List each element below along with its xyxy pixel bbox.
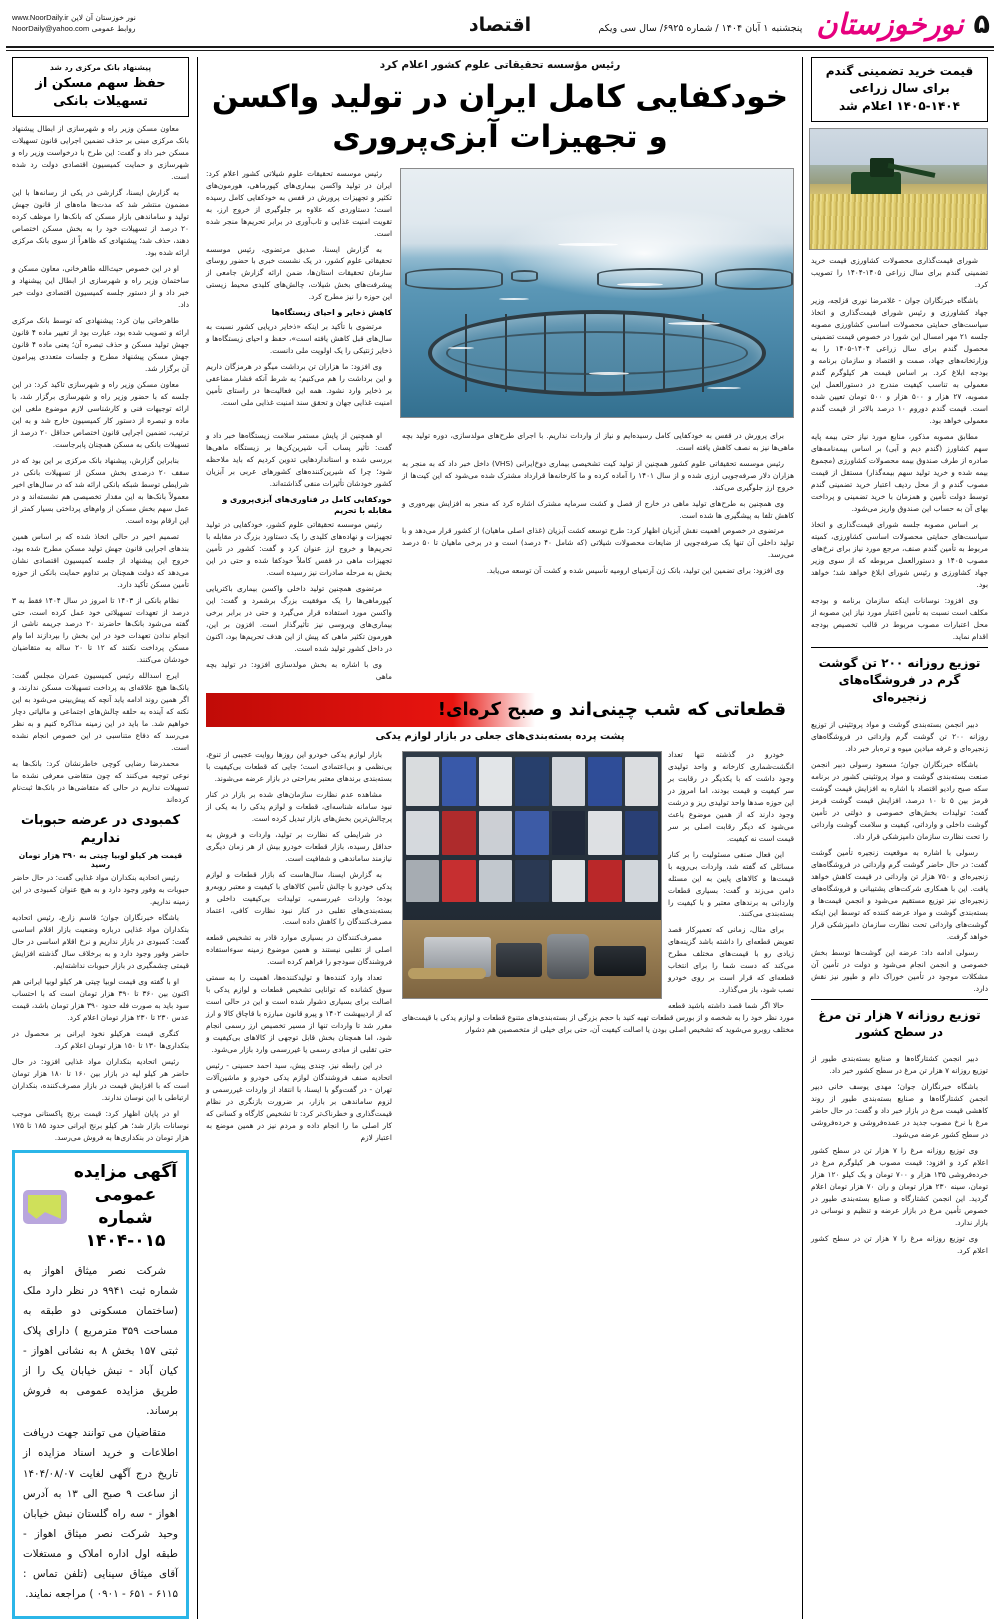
left-a1-p1: معاون مسکن وزیر راه و شهرسازی از ابطال پیشنهاد بانک مرکزی مبنی بر حذف تضمین اجرایی قانون تسهیلات مسکن خبر داد و گفت: این طرح با درخواست وزیر راه و شهرسازی و حمایت کمیسیون اقتصادی دولت رد شده است. [12, 124, 189, 182]
right-article2-p3: رسولی با اشاره به موقعیت زنجیره تأمین گوشت گفت: در حال حاضر گوشت گرم وارداتی در فروشگاه‌های زنجیره‌ای و ۷۵۰ هزار تن وارداتی در قیمت کاهش خواهد یافت. این با همکاری شرکت‌های پشتیبانی و فروشگاه‌های زنجیره‌ای نیز توزیع مستقیم می‌شود و انجمن قیمت‌ها و بسته‌بندی گوشت و مواد عرضه کننده که توسط این اینکه گوشت‌های وارداتی تحت نظارت سازمان دامپزشکی قرار خواهد گرفت. [811, 847, 988, 941]
left-a2-p6: او در پایان اظهار کرد: قیمت برنج پاکستانی موجب نوسانات بازار شد؛ هر کیلو برنج ایرانی حدود ۱۸۵ تا ۱۷۵ هزار تومان در بنکداری‌ها به فروش می‌رسد. [12, 1109, 189, 1143]
right-article2-p4: رسولی ادامه داد: عرضه این گوشت‌ها توسط بخش خصوصی و انجمن انجام می‌شود و دولت در تأمین آن مشکلات موجود در تأمین خوراک دام و طیور نیز نقش دارد. [811, 947, 988, 993]
company-logo-icon [23, 1190, 67, 1224]
second-p-l2: در این رابطه نیز، چندی پیش، سید احمد حسینی - رئیس اتحادیه صنف فروشندگان لوازم یدکی خودرو و ماشین‌آلات تهران - در گفت‌وگو با ایسنا، با انتقاد از واردات غیررسمی و لزوم ساماندهی بر بازار، بر ضرورت بازنگری در نظام قیمت‌گذاری و خطرناک‌تر کرد: تا تشخیص کارگاه و کسانی که کار اصلی ما را انجام داده و مردم نیز در همین موضع به اعتبار لازم [206, 1061, 392, 1143]
left-a1-p7: تصمیم اخیر در حالی اتخاذ شده که بر اساس همین بندهای اجرایی قانون جهش تولید مسکن مطرح شده بود، خروج این پیشنهاد از جلسه کمیسیون اقتصادی نشان می‌دهد که دولت همچنان بر تداوم حمایت بانکی از حوزه تأمین مسکن تأکید دارد. [12, 531, 189, 589]
right-article2-headline-box [811, 647, 988, 713]
pr-label: روابط عمومی [91, 24, 136, 33]
right-article2-p1: دبیر انجمن بسته‌بندی گوشت و مواد پروتئینی از توزیع روزانه ۲۰۰ تن گوشت گرم وارداتی در فروشگاه‌های زنجیره‌ای و غرفه میادین میوه و تره‌بار خبر داد. [811, 719, 988, 753]
left-a2-p2: باشگاه خبرنگاران جوان؛ قاسم زارع، رئیس اتحادیه بنکداران مواد غذایی درباره وضعیت بازار اقلام اساسی گفت: کمبودی در بازار نداریم و نرخ اقلام اساسی در حال حاضر وفور وجود دارد و به برخلاف سال گذشته افزایش قیمتی چشمگیری در بازار حبوبات نداشته‌ایم. [12, 913, 189, 971]
second-p-r1: بازار لوازم یدکی خودرو این روزها روایت عجیبی از تنوع، بی‌نظمی و بی‌اعتمادی است؛ جایی که قطعات بی‌کیفیت با بسته‌بندی برندهای معتبر به‌راحتی در بازار عرضه می‌شوند. [206, 749, 392, 783]
left-article2-headline: کمبودی در عرضه حبوبات نداریم [20, 813, 181, 846]
aquaculture-photo [400, 168, 794, 418]
main-col-right-cont [206, 430, 392, 687]
second-p-r3: در شرایطی که نظارت بر تولید، واردات و فروش به حداقل رسیده، بازار قطعات خودرو بیش از هر زمان دیگری نیازمند ساماندهی و شفافیت است. [206, 829, 392, 863]
right-article2-headline: توزیع روزانه ۲۰۰ تن گوشت گرم در فروشگاه‌های زنجیره‌ای [818, 655, 981, 705]
main-headline-line1: خودکفایی کامل ایران در تولید واکسن [211, 79, 789, 115]
main-p-r4: وی افزود: ما هزاران تن برداشت میگو در هرمزگان داریم و این برداشت را هم می‌کنیم؛ به شرط آنکه فشار مضاعفی بر ذخایر وارد نشود. همه این فعالیت‌ها در راستای تأمین امنیت غذایی جهان و تحقق سند امنیت غذایی ملی است. [206, 362, 392, 408]
issue-info: پنجشنبه ۱ آبان ۱۴۰۴ / شماره ۶۹۲۵/ سال سی ویکم [598, 22, 803, 34]
right-article1-p3: مطابق مصوبه مذکور، منابع مورد نیاز حتی بیمه پایه سهم کشاورز (گندم دیم و آبی) بر اساس بیمه‌نامه‌های صادره از طرف صندوق بیمه محصولات کشاورزی (مجموع بیمه شده و خرید تولید سهم بیمه‌گذار) مستقل از قیمت مصوب گندم و از محل ردیف اعتبار خرید تضمینی گندم توسط دولت تأمین و همزمان با خرید تضمینی و پرداخت بهای آن به حساب این صندوق واریز می‌شود. [811, 431, 988, 513]
masthead [0, 0, 1000, 46]
main-p-r6: رئیس موسسه تحقیقاتی علوم کشور، خودکفایی در تولید تجهیزات و نهاده‌های کلیدی را یک دستاورد بزرگ در مقابله با تحریم‌ها و خروج ارز عنوان کرد و گفت: کشور در تأمین تجهیزات ماهی در قفس کاملاً خودکفا شده و حتی در این بخش به مرحله صادرات نیز رسیده است. [206, 519, 392, 577]
right-article1-p4: بر اساس مصوبه جلسه شورای قیمت‌گذاری و اتخاذ سیاست‌های حمایتی محصولات اساسی کشاورزی، کمیته مربوط به تأمین گندم صنف، مرجع مورد نیاز برای نرخ‌های مصوب ۱۴۰۵ و دستورالعمل مربوطه که از سوی وزیر جهاد کشاورزی و رئیس شورای ابلاغ خواهد شد؛ خواهد بود. [811, 519, 988, 589]
section-title: اقتصاد [468, 14, 532, 36]
ad-header [23, 1161, 178, 1253]
second-article-banner-title: قطعاتی که شب چینی‌اند و صبح کره‌ای! [437, 699, 786, 721]
right-article2-p2: باشگاه خبرنگاران جوان؛ مسعود رسولی دبیر انجمن صنعت بسته‌بندی گوشت و مواد پروتئینی کشور در برنامه سکه صبح رادیو اقتصاد با اشاره به افزایش قیمت گوشت قرمز بین ۵ تا ۱۰ درصد، افزایش قیمت گوشت قرمز گفت: تولیدات بخش‌های خصوصی و دولتی در تأمین گوشت داخلی و وارداتی، کیفیت و سلامت گوشت وارداتی را تحت نظارت سازمان دامپزشکی قرار داد. [811, 759, 988, 841]
main-p-r5: او همچنین از پایش مستمر سلامت زیستگاه‌ها خبر داد و گفت: تأثیر پساب آب شیرین‌کن‌ها بر زیستگاه ماهی‌ها بررسی شده و استانداردهایی تدوین کردیم که باید ملاحظه شود؛ چرا که شیرین‌کننده‌های کشورهای عربی بر آبزیان کشور خودشان تأثیرات منفی گذاشته‌اند. [206, 430, 392, 488]
main-subhead-1: کاهش ذخایر و احیای زیستگاه‌ها [271, 308, 392, 318]
ad-title [73, 1161, 178, 1253]
right-article3-p4: وی توزیع روزانه مرغ را ۷ هزار تن در سطح کشور اعلام کرد. [811, 1234, 988, 1256]
left-a2-p1: رئیس اتحادیه بنکداران مواد غذایی گفت: در حال حاضر حبوبات به وفور وجود دارد و به هیچ عنوان کمبودی در این زمینه نداریم. [12, 873, 189, 907]
ad-title-line2: شماره ۰۱۵-۱۴۰۴ [85, 1207, 166, 1251]
online-url[interactable]: www.NoorDaily.ir [12, 13, 69, 23]
left-a2-p3: او با گفته وی قیمت لوبیا چیتی هر کیلو لوبیا ایرانی هم اکنون بین ۳۶۰ تا ۳۹۰ هزار تومان است که با احتساب سود باید به صورت فله حدود ۳۹۰ هزار تومان باشد، قیمت عدس ۲۳۰ تا ۲۳۰ هزار تومان اعلام کرد. [12, 977, 189, 1023]
main-top-columns [206, 168, 794, 426]
left-a1-p5: معاون مسکن وزیر راه و شهرسازی تاکید کرد: در این جلسه که با حضور وزیر راه و شهرسازی برگزار شد، با ارائه توجیهات فنی و کارشناسی لازم موضوع ملغی این ماده و تبصره از دستور کار کمیسیون خارج شد و به این ترتیب، تضمین اجرایی قانون اختصاص حداقل ۲۰ درصد از تسهیلات بانکی به مسکن همچنان پابرجاست. [12, 379, 189, 449]
left-column [6, 57, 198, 1619]
second-p-m1: خودرو در گذشته تنها تعداد انگشت‌شماری کارخانه و واحد تولیدی وجود داشت که با یکدیگر در رقابت بر سر کیفیت و قیمت بودند، اما امروز در این حوزه صدها واحد تولیدی ریز و درشت وجود دارند که از همین موضوع باعث می‌شود که دیگر رقابت اصلی بر سر قیمت است نه کیفیت. [668, 749, 794, 843]
main-column [198, 57, 802, 1619]
right-article1-p5: وی افزود: نوسانات اینکه سازمان برنامه و بودجه مکلف است نسبت به تأمین اعتبار مورد نیاز این مصوبه از محل اعتبارات مصوب مربوط در قالب تخصیص بودجه اقدام نماید. [811, 595, 988, 641]
wheat-harvest-photo [809, 128, 988, 250]
left-article1-headline-box [12, 57, 189, 117]
main-p-r3: مرتضوی با تأکید بر اینکه «ذخایر دریایی کشور نسبت به سال‌های قبل کاهش یافته است»، حفظ و احیای زیستگاه‌ها و ذخایر ژنتیکی را یک اولویت ملی دانست. [206, 322, 392, 356]
right-article3-headline-box [811, 999, 988, 1048]
second-p-r5: مصرف‌کنندگان در بسیاری موارد قادر به تشخیص قطعه اصلی از تقلبی نیستند و همین موضوع زمینه سوءاستفاده فروشندگان سودجو را فراهم کرده است. [206, 933, 392, 967]
right-column [802, 57, 994, 1619]
left-a2-p5: رئیس اتحادیه بنکداران مواد غذایی افزود: در حال حاضر هر کیلو لپه در بازار بین ۱۶۰ تا ۱۸۰ هزار تومان است که با افزایش قیمت در بازار مصرف‌کننده، بنکداران ارتباطی با این نوسان ندارند. [12, 1057, 189, 1103]
main-p-r2: به گزارش ایسنا، صدیق مرتضوی، رئیس موسسه تحقیقاتی علوم کشور، در یک نشست خبری با حضور روسای سازمان تحقیقات استان‌ها، ضمن ارائه گزارش جامعی از پیشرفت‌های بخش شیلات، چالش‌های کلیدی محیط زیستی این حوزه را نیز مطرح کرد. [206, 244, 392, 302]
ad-p1: شرکت نصر میثاق اهواز به شماره ثبت ۹۹۴۱ در نظر دارد ملک (ساختمان مسکونی دو طبقه به مساحت ۳۵۹ مترمربع ) دارای پلاک ثبتی ۱۵۷ بخش ۸ به نشانی اهواز - کیان آباد - نبش خیابان یک را از طریق مزایده عمومی به فروش برساند. [23, 1264, 179, 1418]
left-a1-p9: ایرج اسدالله رئیس کمیسیون عمران مجلس گفت: بانک‌ها هیچ علاقه‌ای به پرداخت تسهیلات مسکن ندارند، و اگر همین روند ادامه یابد آنچه که پیش‌بینی می‌شود به این نکته که آینده به حلقه چالش‌های اجتماعی و مالیاتی دچار خواهیم شد. ما باید در این زمینه مذاکره کنیم و به نظر می‌رسد که دفاع متناسبی در این خصوص انجام نشده است. [12, 671, 189, 753]
second-col-right [206, 749, 392, 1149]
main-p-r8: وی با اشاره به بخش مولدسازی افزود: در تولید بچه ماهی [206, 659, 392, 681]
left-article1-headline: حفظ سهم مسکن از تسهیلات بانکی [35, 76, 166, 109]
ad-p2: متقاضیان می توانند جهت دریافت اطلاعات و خرید اسناد مزایده از تاریخ درج آگهی لغایت ۱۴۰۴/۰۸/۰۷ از ساعت ۹ صبح الی ۱۳ به آدرس اهواز - سه راه گلستان نبش خیابان وحید شرکت نصر میثاق اهواز - طبقه اول اداره املاک و مستغلات آقای میثاق سینایی (تلفن تماس : ۶۱۱۵ - ۶۵۱ - ۰۹۰۱ ) مراجعه نمایند. [23, 1427, 178, 1601]
second-article-columns [206, 749, 794, 1149]
right-article1-headline-box [811, 57, 988, 122]
page-grid [0, 51, 1000, 1619]
main-body-columns [206, 430, 794, 687]
left-a1-p6: بنابراین گزارش، پیشنهاد بانک مرکزی بر این بود که در سقف ۲۰ درصدی بخش مسکن از تسهیلات بانکی در شرایطی توسط شبکه بانکی ارائه شد که در سال‌های اخیر معمولاً بانک‌ها به این مقدار تخصیصی هم نشسته‌اند و در عمل سهم بخش مسکن از وام‌های پرداختی بسیار کمتر از این ارقام بوده است. [12, 455, 190, 525]
main-p-m4: مرتضوی در خصوص اهمیت نقش آبزیان اظهار کرد: طرح توسعه کشت آبزیان (غذای اصلی ماهیان) از کشور قرار می‌دهد و با تولید داخلی آن تنها یک صرفه‌جویی از ضایعات محصولات شیلاتی (که شامل ۴۰ درصد) است و در برخی ماهیان تا ۵۰ درصد می‌رسد. [402, 526, 794, 560]
right-article1-headline: قیمت خرید تضمینی گندم برای سال زراعی ۱۴۰۴-۱۴۰۵ اعلام شد [825, 64, 974, 113]
main-p-r7: مرتضوی همچنین تولید داخلی واکسن بیماری باکتریایی کپورماهی‌ها را یک موفقیت بزرگ برشمرد و گفت: این واکسن مورد استفاده قرار می‌گیرد و حتی در برابر برخی بیماری‌های ویروسی نیز تأثیرگذار است. افزون بر این، هورمون تکثیر ماهی که پیش از این هدف تحریم‌ها بود، اکنون در داخل کشور تولید شده است. [206, 583, 392, 653]
left-article1-kicker: پیشنهاد بانک مرکزی رد شد [49, 63, 152, 72]
main-col-mid [402, 430, 794, 687]
left-article2-subtitle: قیمت هر کیلو لوبیا چیتی به ۳۹۰ هزار تومان رسید [18, 851, 183, 870]
main-p-m2: رئیس موسسه تحقیقاتی علوم کشور همچنین از تولید کیت تشخیصی بیماری دوخ‌ایرانی (VHS) داخل خبر داد که به منجر به هزاران دلار صرفه‌جویی ارزی شده و از سال ۱۴۰۱ را آماده کرده و ما کارخانه‌ها قرارداد مشترک شده می‌شود که این کیت‌ها از خروج ارز جلوگیری می‌کند. [402, 458, 794, 492]
second-p-r4: به گزارش ایسنا، سال‌هاست که بازار قطعات و لوازم یدکی خودرو با چالش تأمین کالاهای با کیفیت و معتبر روبه‌رو بوده؛ واردات غیررسمی، تولیدات بی‌کیفیت داخلی و بسته‌بندی‌های تقلبی در کنار نبود نظارت کافی، اعتماد مصرف‌کنندگان را کاهش داده است. [206, 869, 392, 927]
workbench [403, 920, 661, 998]
right-article3-headline: توزیع روزانه ۷ هزار تن مرغ در سطح کشور [818, 1007, 981, 1039]
pr-email[interactable]: NoorDaily@yahoo.com [12, 24, 90, 33]
second-col-left [402, 749, 794, 1149]
right-article3-p1: دبیر انجمن کشتارگاه‌ها و صنایع بسته‌بندی طیور از توزیع روزانه ۷ هزار تن مرغ در سطح کشور خبر داد. [811, 1054, 988, 1076]
right-article3-p2: باشگاه خبرنگاران جوان؛ مهدی یوسف خانی دبیر انجمن کشتارگاه‌ها و صنایع بسته‌بندی طیور از روند کاهشی قیمت مرغ در بازار خبر داد و گفت: در حال حاضر مرغ با نرخ مصوب جدید در عمده‌فروشی و خرده‌فروشی در سطح کشور عرضه می‌شود. [811, 1082, 988, 1140]
online-label: نور خوزستان آن لاین [70, 13, 136, 23]
auto-parts-photo [402, 751, 662, 999]
main-headline-line2: و تجهیزات آبزی‌پروری [332, 119, 668, 156]
ad-body [23, 1261, 178, 1604]
auction-advertisement [12, 1150, 189, 1619]
right-article1-p2: باشگاه خبرنگاران جوان - غلامرضا نوری قزلجه، وزیر جهاد کشاورزی و رئیس شورای قیمت‌گذاری و اتخاذ سیاست‌های حمایتی محصولات اساسی کشاورزی مصوبه جلسه ۲۱ مهر امسال این شورا در خصوص قیمت تضمینی محصول گندم برای سال زراعی ۱۴۰۴-۱۴۰۵ را به وزارتخانه‌های جهاد، صمت و اقتصاد و سازمان برنامه و بودجه ابلاغ کرد. بر اساس قیمت هر کیلوگرم گندم معمولی به تناسب کیفیت مندرج در دستورالعمل این مصوبه، ۲۷ هزار و ۵۰۰ هزار و ۵۰۰ تومان تعیین شده است. قیمت گندم دوروم ۱۰ درصد بالاتر از قیمت گندم معمولی خواهد بود. [811, 296, 989, 425]
right-article3-p3: وی توزیع روزانه مرغ را ۷ هزار تن در سطح کشور اعلام کرد و افزود: قیمت مصوب هر کیلوگرم مرغ در خرده‌فروشی ۱۳۵ هزار و ۷۰۰ تومان و یک کیلو ۱۲۰ هزار تومان، سینه ۲۳۰ هزار تومان و ران ۷۰ هزار تومان اعلام گردید. این انجمن کشتارگاه و صنایع بسته‌بندی طیور در خصوص تأمین مرغ در بازار عرضه و تنظیم و نوسانی در بازار ندارد. [811, 1146, 988, 1228]
left-a1-p10: محمدرضا رضایی کوچی خاطرنشان کرد: بانک‌ها به نوعی توجیه می‌کنند که چون متقاضی معرفی نشده ما تسهیلات نداریم در حالی که متقاضی‌ها در بانک‌ها ثبت‌نام کرده‌اند [12, 759, 189, 805]
second-p-m2: این فعال صنفی مسئولیت را بر کنار مسائلی که گفته شد، واردات بی‌رویه با قیمت‌ها و کالاهای پایین به این مسئله دامن می‌زند و گفت: بسیاری قطعات وارداتی به برندهای معتبر و با کیفیت را بسته‌بندی می‌کنند. [668, 849, 794, 919]
page-number: ۵ [973, 8, 990, 40]
second-p-l1: تعداد وارد کننده‌ها و تولیدکننده‌ها، اهمیت را به سمتی سوق کشانده که توانایی تشخیص قطعات و لوازم یدکی با اصالت برای بسیاری دشوار شده است و این در حالی است که از اردیبهشت ۱۴۰۲ و پیرو قانون مبارزه با قاچاق کالا و ارز مقرر شد تا واردات تنها از مسیر تخصیص ارز رسمی انجام شود، اما همچنان بخش قابل توجهی از کالاهای بی‌کیفیت و حتی تقلبی از مبادی رسمی یا غیررسمی وارد بازار می‌شود. [206, 973, 392, 1055]
masthead-contact [12, 13, 136, 35]
main-p-m1: برای پرورش در قفس به خودکفایی کامل رسیده‌ایم و نیاز از واردات نداریم. با اجرای طرح‌های مولدسازی، دوره تولید بچه ماهی‌ها نیز به نصف کاهش یافته است. [402, 430, 794, 452]
second-article-banner [206, 693, 794, 727]
left-a1-p8: نظام بانکی از ۱۴۰۳ تا امروز در سال ۱۴۰۴ فقط به ۳ درصد از تعهدات تسهیلاتی خود عمل کرده است، حتی گفته می‌شود بانک‌ها حاضرند ۲۰ درصد جریمه ناشی از انجام ندادن تعهدات خود در این بخش را بپردازند اما وام مسکن پرداخت نکنند که ۱۲ تا ۲۰ ساله به متقاضیان خودشان می‌کنند. [12, 595, 190, 665]
ad-title-line1: آگهی مزایده عمومی [73, 1162, 178, 1205]
main-subhead-2: خودکفایی کامل در فناوری‌های آبزی‌پروری و مقابله با تحریم [222, 494, 392, 516]
second-p-r2: مشاهده عدم نظارت سازمان‌های شده بر بازار در کنار نبود سامانه شناسه‌ای، قطعات و لوازم یدکی را به یکی از پرچالش‌ترین بخش‌های بازار تبدیل کرده است. [206, 789, 392, 823]
right-article1-p1: شورای قیمت‌گذاری محصولات کشاورزی قیمت خرید تضمینی گندم برای سال زراعی ۱۴۰۵-۱۴۰۴ را تصویب کرد. [811, 256, 989, 290]
second-p-m3: برای مثال، زمانی که تعمیرکار قصد تعویض قطعه‌ای را داشته باشد گزینه‌های زیادی رو با قیمت‌های مختلف مطرح می‌کند که دست شما را برای انتخاب قطعه‌ای که قرار است بر روی خودرو نصب شود، باز می‌گذارد. [668, 925, 794, 995]
left-a1-p3: او در این خصوص حیث‌الله طاهرخانی، معاون مسکن و ساختمان وزیر راه و شهرسازی از ابطال این پیشنهاد و خبر داد و از دستور جلسه کمیسیون اقتصادی دولت خبر داد. [12, 263, 189, 309]
left-a2-p4: کنگری قیمت هرکیلو نخود ایرانی بر محصول در بنکداری‌ها ۱۳۰ تا ۱۵۰ هزار تومان اعلام کرد. [12, 1029, 189, 1051]
main-p-m5: وی افزود: برای تضمین این تولید، بانک ژن آرتمیای ارومیه تأسیس شده و کشت آن توسعه می‌یابد. [486, 566, 784, 576]
main-p-m3: وی همچنین به طرح‌های تولید ماهی در خارج از فصل و کشت سرمایه مشترک اشاره کرد که منجر به افزایش بهره‌وری و کاهش تلفا به پیشگیری ها شده است. [402, 498, 794, 520]
main-right-text-column [206, 168, 392, 426]
left-a1-p4: طاهرخانی بیان کرد: پیشنهادی که توسط بانک مرکزی ارائه و تصویب شده بود، عبارت بود از تغییر ماده ۴ قانون جهش تولید مسکن و حذف تبصره آن؛ یعنی ماده ۴ قانون جهش مسکن پیشنهاد مطرح و جلسات متعددی پیرامون آن برگزار شد. [12, 315, 190, 373]
main-kicker: رئیس مؤسسه تحقیقاتی علوم کشور اعلام کرد [379, 59, 621, 71]
main-headline [206, 77, 794, 158]
newspaper-logo: نورخوزستان [816, 6, 964, 41]
left-a1-p2: به گزارش ایسنا، گزارشی در یکی از رسانه‌ها با این مضمون منتشر شد که مدت‌ها ماه‌های از قانون جهش تولید و ساماندهی بازار مسکن که بانک‌ها را موظف کرده ۲۰ درصد از تسهیلات خود را به بخش مسکن اختصاص دهند، حذف شد؛ پیشنهادی که ظاهراً از سوی بانک مرکزی ارائه شده بود. [12, 188, 189, 257]
second-article-subtitle: پشت پرده بسته‌بندی‌های جعلی در بازار لوازم یدکی [375, 730, 625, 742]
main-p-r1: رئیس موسسه تحقیقات علوم شیلاتی کشور اعلام کرد: ایران در تولید واکسن بیماری‌های کپورماهی، هورمون‌های تکثیر و تجهیزات پرورش در قفس به خودکفایی کامل رسیده است؛ دستاوردی که علاوه بر جلوگیری از خروج ارز، به تقویت امنیت غذایی و تاب‌آوری در برابر تحریم‌ها منجر شده است. [206, 168, 392, 238]
second-p-m4: حالا اگر شما قصد داشته باشید قطعه مورد نظر خود را به شخصه و از بورس قطعات تهیه کنید با حجم بزرگی از بسته‌بندی‌های متنوع قطعات و لوازم یدکی با قیمت‌های مختلف روبرو می‌شوید که تشخیص اصلی بودن یا اصالت کیفیت آن، حتی برای خیلی از متخصصین هم دشوار [402, 1001, 794, 1035]
